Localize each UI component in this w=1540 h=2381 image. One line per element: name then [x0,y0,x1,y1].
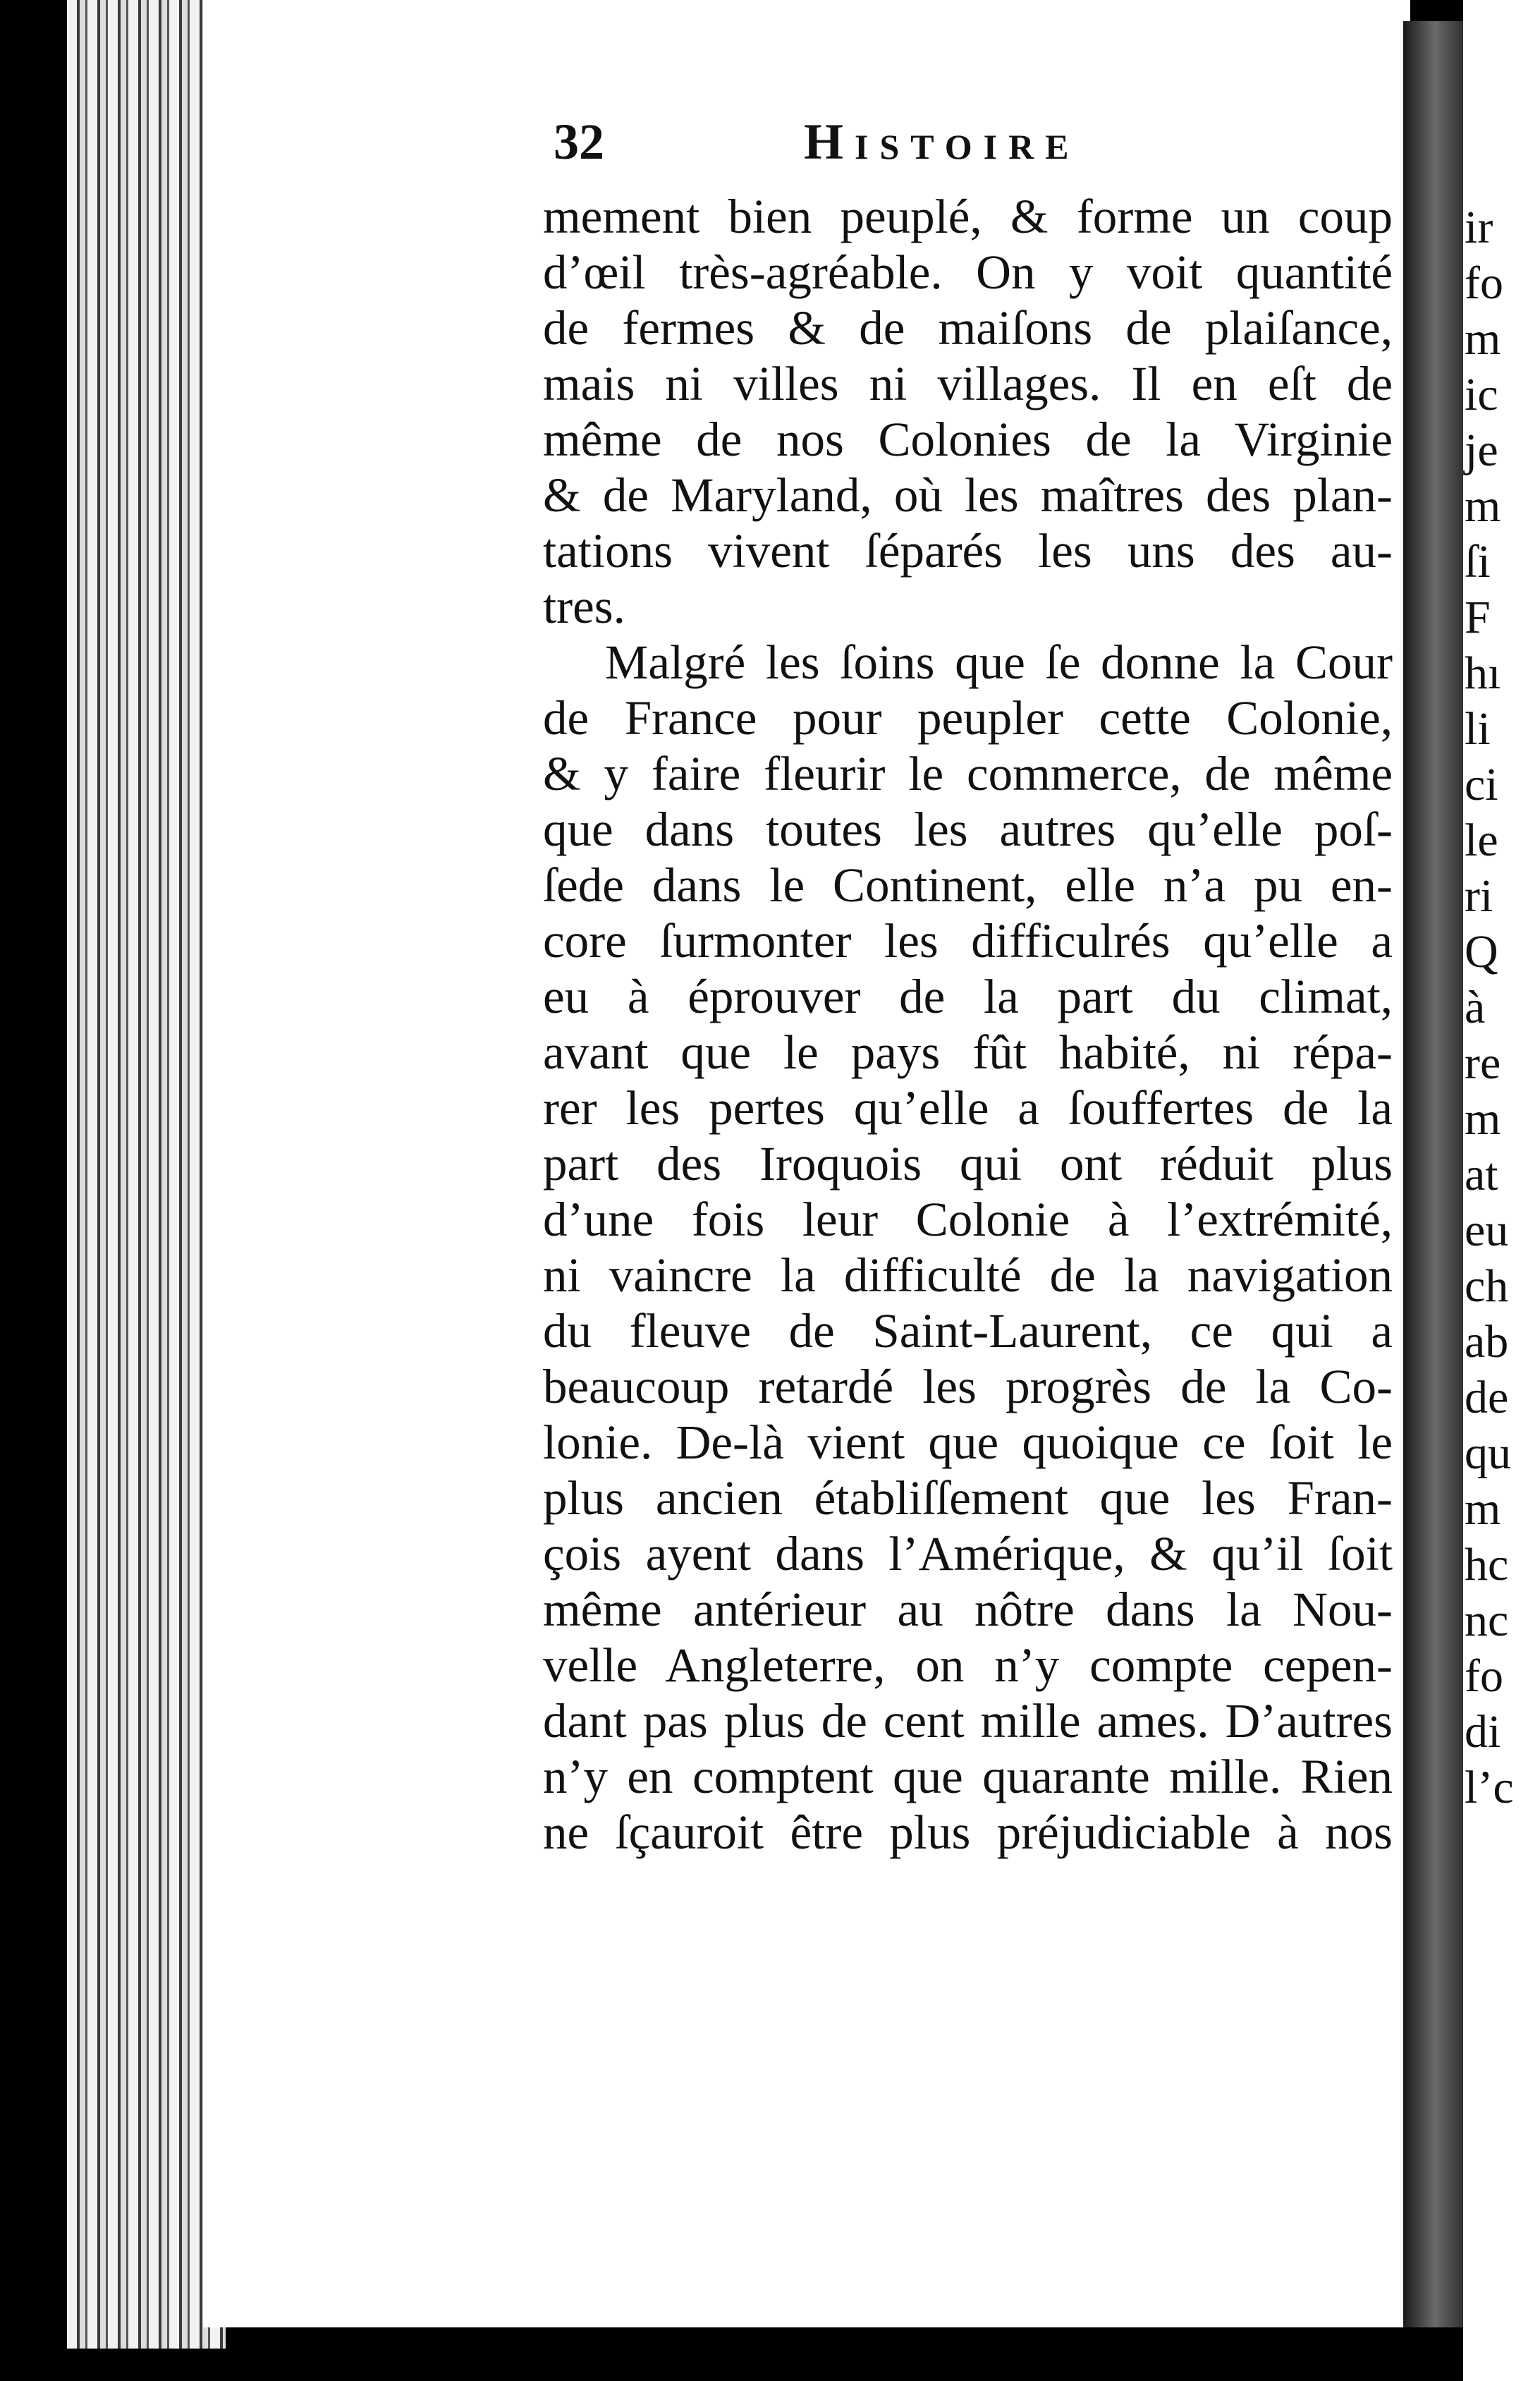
text-line: part des Iroquois qui ont réduit plus [543,1137,1393,1190]
text-line: lonie. De-là vient que quoique ce ſoit le [543,1415,1393,1469]
facing-page-fragment: ab [1465,1316,1509,1368]
text-line: velle Angleterre, on n’y compte cepen- [543,1638,1393,1692]
gutter-shadow [1403,21,1467,2327]
text-line: du fleuve de Saint-Laurent, ce qui a [543,1304,1393,1358]
text-line: n’y en comptent que quarante mille. Rien [543,1750,1393,1803]
facing-page-edge [1463,0,1540,2381]
text-line: de France pour peupler cette Colonie, [543,691,1393,745]
text-line: ſede dans le Continent, elle n’a pu en- [543,858,1393,912]
text-line: même antérieur au nôtre dans la Nou- [543,1583,1393,1636]
text-line: mement bien peuplé, & forme un coup [543,190,1393,243]
text-line: que dans toutes les autres qu’elle poſ- [543,803,1393,856]
page-number: 32 [554,114,604,170]
text-line: même de nos Colonies de la Virginie [543,413,1393,466]
facing-page-fragment: F [1465,592,1491,643]
facing-page-fragment: ch [1465,1260,1509,1312]
facing-page-fragment: je [1465,425,1498,476]
text-line: plus ancien établiſſement que les Fran- [543,1471,1393,1525]
text-line: d’une fois leur Colonie à l’extrémité, [543,1193,1393,1246]
text-line: dant pas plus de cent mille ames. D’autres [543,1694,1393,1748]
facing-page-fragment: hı [1465,647,1501,699]
text-line: ne ſçauroit être plus préjudiciable à nos [543,1805,1393,1859]
text-line: d’œil très-agréable. On y voit quantité [543,245,1393,299]
text-line: & de Maryland, où les maîtres des plan- [543,468,1393,522]
facing-page-fragment: hc [1465,1539,1509,1590]
facing-page-fragment: ic [1465,369,1498,420]
facing-page-fragment: at [1465,1149,1498,1200]
facing-page-fragment: ci [1465,759,1498,810]
facing-page-fragment: nc [1465,1595,1509,1646]
facing-page-fragment: m [1465,1483,1501,1535]
facing-page-fragment: le [1465,815,1498,866]
facing-page-fragment: de [1465,1372,1509,1423]
running-title: Histoire [804,114,1080,170]
facing-page-fragment: m [1465,480,1501,532]
text-line: rer les pertes qu’elle a ſouffertes de la [543,1081,1393,1135]
facing-page-fragment: eu [1465,1205,1509,1256]
text-line: mais ni villes ni villages. Il en eſt de [543,357,1393,410]
text-line: çois ayent dans l’Amérique, & qu’il ſoit [543,1527,1393,1581]
text-line: tations vivent ſéparés les uns des au- [543,524,1393,578]
facing-page-fragment: l’c [1465,1762,1514,1813]
facing-page-fragment: di [1465,1706,1501,1758]
text-line: beaucoup retardé les progrès de la Co- [543,1360,1393,1413]
body-text [543,189,1393,1861]
facing-page-fragment: ir [1465,202,1493,253]
facing-page-fragment: à [1465,982,1486,1033]
text-line: avant que le pays fût habité, ni répa- [543,1025,1393,1079]
text-line: Malgré les ſoins que ſe donne la Cour [605,635,1393,689]
facing-page-fragment: m [1465,1093,1501,1145]
page-stack-edges [67,0,226,2349]
facing-page-fragment: qu [1465,1427,1511,1479]
facing-page-fragment: Q [1465,926,1498,978]
facing-page-fragment: fo [1465,1650,1503,1702]
facing-page-fragment: li [1465,703,1491,755]
text-line: ni vaincre la difficulté de la navigation [543,1248,1393,1302]
text-line: de fermes & de maiſons de plaiſance, [543,301,1393,355]
text-line: tres. [543,580,625,633]
page-header [554,113,1400,183]
text-line: & y faire fleurir le commerce, de même [543,747,1393,800]
facing-page-fragment: m [1465,313,1501,365]
facing-page-fragment: re [1465,1037,1501,1089]
facing-page-fragment: ſi [1465,536,1491,587]
facing-page-fragment: fo [1465,257,1503,309]
text-line: core ſurmonter les difficulrés qu’elle a [543,914,1393,968]
text-line: eu à éprouver de la part du climat, [543,970,1393,1023]
facing-page-fragment: ri [1465,870,1493,922]
